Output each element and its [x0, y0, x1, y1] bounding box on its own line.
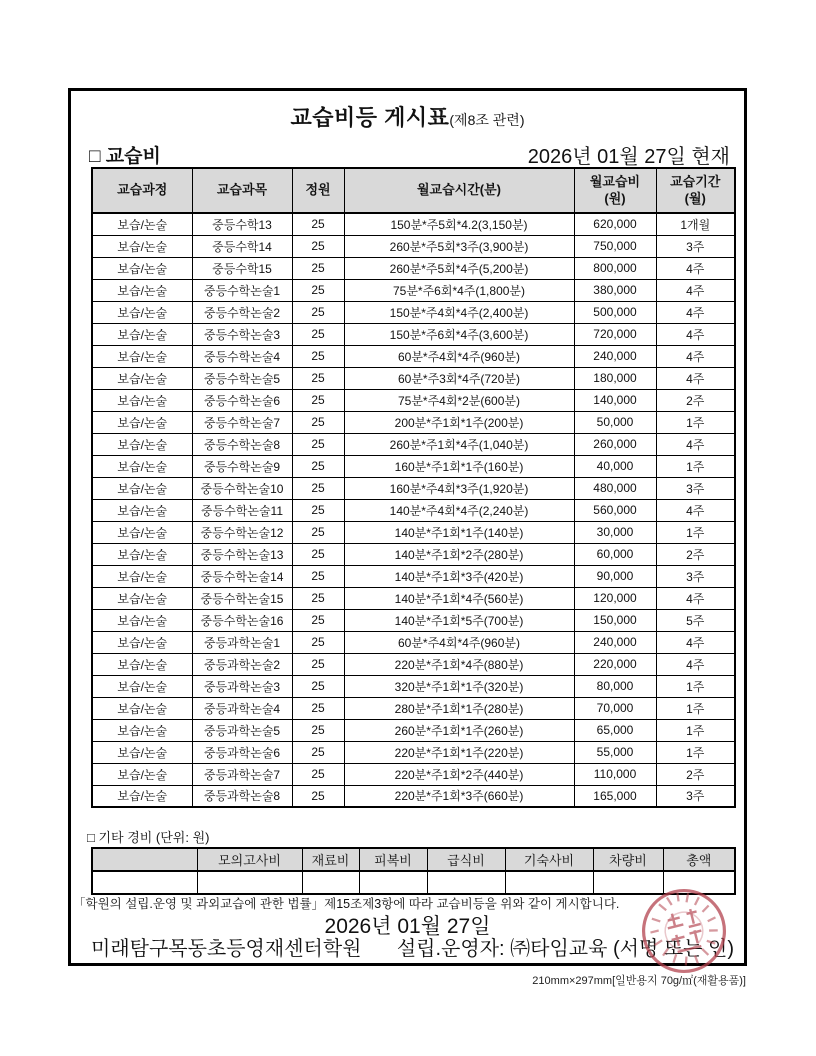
fee-cell-monthly-fee: 720,000 [574, 323, 656, 345]
fee-cell-capacity: 25 [292, 499, 344, 521]
fee-table-row [92, 235, 735, 257]
fee-cell-period: 4주 [656, 631, 735, 653]
fee-cell-monthly-fee: 500,000 [574, 301, 656, 323]
fee-cell-period: 2주 [656, 543, 735, 565]
other-expenses-header [92, 848, 735, 871]
other-expenses-col-header: 총액 [663, 848, 735, 871]
operator-name: 설립.운영자: ㈜타임교육 (서명 또는 인) [396, 938, 734, 960]
other-expenses-row [92, 871, 735, 894]
fee-cell-subject: 중등수학논술5 [192, 367, 292, 389]
page-title-suffix: (제8조 관련) [449, 112, 525, 128]
fee-table-row [92, 763, 735, 785]
fee-cell-monthly-fee: 800,000 [574, 257, 656, 279]
other-expenses-col-header: 모의고사비 [197, 848, 302, 871]
page-title [71, 101, 744, 132]
fee-table-row [92, 543, 735, 565]
fee-cell-monthly-time: 220분*주1회*4주(880분) [344, 653, 574, 675]
fee-cell-subject: 중등수학논술15 [192, 587, 292, 609]
col-header-monthly-fee: 월교습비 (원) [574, 168, 656, 213]
other-expenses-cell [359, 871, 427, 894]
fee-cell-period: 2주 [656, 389, 735, 411]
fee-cell-subject: 중등수학논술11 [192, 499, 292, 521]
col-header-capacity: 정원 [292, 168, 344, 213]
fee-cell-period: 4주 [656, 433, 735, 455]
col-header-course: 교습과정 [92, 168, 192, 213]
fee-table-row [92, 213, 735, 235]
other-expenses-cell [427, 871, 505, 894]
fee-cell-subject: 중등과학논술6 [192, 741, 292, 763]
fee-cell-subject: 중등과학논술5 [192, 719, 292, 741]
fee-cell-capacity: 25 [292, 279, 344, 301]
fee-cell-subject: 중등수학논술10 [192, 477, 292, 499]
fee-cell-period: 4주 [656, 257, 735, 279]
fee-cell-monthly-time: 220분*주1회*1주(220분) [344, 741, 574, 763]
fee-cell-period: 1주 [656, 697, 735, 719]
fee-cell-period: 5주 [656, 609, 735, 631]
fee-cell-monthly-time: 220분*주1회*3주(660분) [344, 785, 574, 807]
fee-cell-course: 보습/논술 [92, 213, 192, 235]
fee-table-row [92, 609, 735, 631]
fee-cell-period: 3주 [656, 785, 735, 807]
fee-cell-capacity: 25 [292, 587, 344, 609]
fee-cell-monthly-time: 140분*주1회*2주(280분) [344, 543, 574, 565]
fee-cell-period: 4주 [656, 499, 735, 521]
fee-cell-monthly-fee: 60,000 [574, 543, 656, 565]
fee-cell-subject: 중등수학논술16 [192, 609, 292, 631]
fee-cell-monthly-time: 150분*주6회*4주(3,600분) [344, 323, 574, 345]
fee-cell-monthly-fee: 70,000 [574, 697, 656, 719]
fee-cell-course: 보습/논술 [92, 631, 192, 653]
fee-cell-monthly-fee: 120,000 [574, 587, 656, 609]
fee-cell-course: 보습/논술 [92, 235, 192, 257]
fee-cell-subject: 중등수학논술3 [192, 323, 292, 345]
fee-cell-subject: 중등수학논술8 [192, 433, 292, 455]
fee-cell-capacity: 25 [292, 719, 344, 741]
fee-cell-monthly-time: 75분*주6회*4주(1,800분) [344, 279, 574, 301]
fee-cell-subject: 중등과학논술8 [192, 785, 292, 807]
fee-table-row [92, 521, 735, 543]
fee-table-row [92, 367, 735, 389]
other-expenses-cell [197, 871, 302, 894]
fee-cell-subject: 중등수학논술6 [192, 389, 292, 411]
fee-cell-period: 4주 [656, 587, 735, 609]
fee-table-row [92, 565, 735, 587]
fee-cell-course: 보습/논술 [92, 257, 192, 279]
fee-cell-monthly-fee: 620,000 [574, 213, 656, 235]
other-expenses-col-header: 기숙사비 [505, 848, 593, 871]
fee-cell-subject: 중등수학논술9 [192, 455, 292, 477]
fee-cell-monthly-time: 140분*주1회*5주(700분) [344, 609, 574, 631]
fee-cell-monthly-fee: 90,000 [574, 565, 656, 587]
fee-cell-monthly-fee: 240,000 [574, 631, 656, 653]
fee-cell-capacity: 25 [292, 785, 344, 807]
fee-cell-course: 보습/논술 [92, 653, 192, 675]
fee-table-row [92, 499, 735, 521]
fee-section-label: □ 교습비 [89, 146, 161, 167]
fee-cell-period: 1주 [656, 675, 735, 697]
fee-table-row [92, 477, 735, 499]
fee-cell-subject: 중등수학13 [192, 213, 292, 235]
fee-cell-course: 보습/논술 [92, 389, 192, 411]
fee-cell-monthly-time: 140분*주1회*4주(560분) [344, 587, 574, 609]
fee-cell-capacity: 25 [292, 367, 344, 389]
fee-cell-capacity: 25 [292, 323, 344, 345]
fee-cell-capacity: 25 [292, 631, 344, 653]
fee-cell-subject: 중등수학논술4 [192, 345, 292, 367]
fee-table-row [92, 345, 735, 367]
fee-cell-subject: 중등과학논술1 [192, 631, 292, 653]
fee-cell-capacity: 25 [292, 411, 344, 433]
fee-cell-course: 보습/논술 [92, 477, 192, 499]
document-frame [68, 88, 747, 966]
fee-table-row [92, 411, 735, 433]
col-header-monthly-time: 월교습시간(분) [344, 168, 574, 213]
col-header-subject: 교습과목 [192, 168, 292, 213]
fee-cell-course: 보습/논술 [92, 301, 192, 323]
fee-table-row [92, 389, 735, 411]
fee-cell-monthly-time: 260분*주5회*4주(5,200분) [344, 257, 574, 279]
fee-table-body [92, 213, 735, 807]
fee-cell-period: 4주 [656, 345, 735, 367]
fee-cell-monthly-time: 60분*주3회*4주(720분) [344, 367, 574, 389]
fee-cell-capacity: 25 [292, 477, 344, 499]
fee-cell-period: 4주 [656, 279, 735, 301]
fee-cell-capacity: 25 [292, 455, 344, 477]
other-expenses-cell [302, 871, 359, 894]
fee-cell-course: 보습/논술 [92, 433, 192, 455]
as-of-date: 2026년 01월 27일 현재 [527, 146, 730, 168]
fee-cell-monthly-time: 75분*주4회*2분(600분) [344, 389, 574, 411]
col-header-period: 교습기간 (월) [656, 168, 735, 213]
fee-cell-course: 보습/논술 [92, 697, 192, 719]
other-expenses-cell [593, 871, 663, 894]
fee-cell-subject: 중등수학14 [192, 235, 292, 257]
fee-cell-period: 3주 [656, 565, 735, 587]
other-expenses-col-header [92, 848, 197, 871]
fee-cell-subject: 중등과학논술4 [192, 697, 292, 719]
fee-cell-subject: 중등수학논술12 [192, 521, 292, 543]
fee-cell-course: 보습/논술 [92, 543, 192, 565]
fee-table-header [92, 168, 735, 213]
fee-cell-subject: 중등수학15 [192, 257, 292, 279]
fee-cell-course: 보습/논술 [92, 323, 192, 345]
fee-table-row [92, 323, 735, 345]
fee-cell-capacity: 25 [292, 521, 344, 543]
legal-statement: 「학원의 설립.운영 및 과외교습에 관한 법률」제15조제3항에 따라 교습비등을 위와 같이 게시합니다. [73, 897, 620, 911]
fee-cell-monthly-time: 160분*주1회*1주(160분) [344, 455, 574, 477]
fee-cell-monthly-fee: 240,000 [574, 345, 656, 367]
fee-cell-period: 1주 [656, 719, 735, 741]
fee-cell-capacity: 25 [292, 301, 344, 323]
fee-cell-monthly-fee: 110,000 [574, 763, 656, 785]
fee-cell-monthly-fee: 65,000 [574, 719, 656, 741]
other-expenses-col-header: 피복비 [359, 848, 427, 871]
fee-cell-capacity: 25 [292, 345, 344, 367]
fee-cell-capacity: 25 [292, 653, 344, 675]
signature-row [91, 937, 734, 961]
fee-cell-monthly-fee: 55,000 [574, 741, 656, 763]
fee-cell-monthly-fee: 380,000 [574, 279, 656, 301]
fee-cell-capacity: 25 [292, 565, 344, 587]
fee-cell-course: 보습/논술 [92, 763, 192, 785]
fee-cell-monthly-fee: 80,000 [574, 675, 656, 697]
fee-cell-capacity: 25 [292, 235, 344, 257]
fee-cell-monthly-fee: 165,000 [574, 785, 656, 807]
fee-cell-course: 보습/논술 [92, 521, 192, 543]
fee-cell-capacity: 25 [292, 433, 344, 455]
fee-cell-monthly-time: 60분*주4회*4주(960분) [344, 345, 574, 367]
fee-cell-monthly-time: 220분*주1회*2주(440분) [344, 763, 574, 785]
fee-cell-course: 보습/논술 [92, 411, 192, 433]
other-expenses-cell [663, 871, 735, 894]
fee-cell-subject: 중등수학논술1 [192, 279, 292, 301]
fee-cell-period: 1주 [656, 455, 735, 477]
fee-cell-monthly-fee: 260,000 [574, 433, 656, 455]
fee-table-row [92, 279, 735, 301]
fee-cell-monthly-time: 260분*주1회*4주(1,040분) [344, 433, 574, 455]
fee-cell-course: 보습/논술 [92, 455, 192, 477]
fee-cell-course: 보습/논술 [92, 785, 192, 807]
fee-cell-course: 보습/논술 [92, 345, 192, 367]
fee-cell-monthly-time: 260분*주5회*3주(3,900분) [344, 235, 574, 257]
fee-cell-subject: 중등수학논술2 [192, 301, 292, 323]
other-expenses-col-header: 차량비 [593, 848, 663, 871]
fee-table-row [92, 697, 735, 719]
fee-cell-period: 4주 [656, 653, 735, 675]
fee-cell-monthly-time: 320분*주1회*1주(320분) [344, 675, 574, 697]
fee-cell-period: 3주 [656, 477, 735, 499]
fee-cell-capacity: 25 [292, 609, 344, 631]
fee-table-row [92, 257, 735, 279]
other-expenses-col-header: 재료비 [302, 848, 359, 871]
other-expenses-col-header: 급식비 [427, 848, 505, 871]
fee-table-row [92, 631, 735, 653]
fee-cell-capacity: 25 [292, 543, 344, 565]
other-expenses-cell [92, 871, 197, 894]
fee-cell-course: 보습/논술 [92, 565, 192, 587]
fee-cell-subject: 중등과학논술3 [192, 675, 292, 697]
fee-cell-monthly-time: 150분*주4회*4주(2,400분) [344, 301, 574, 323]
fee-table-row [92, 675, 735, 697]
fee-cell-course: 보습/논술 [92, 609, 192, 631]
fee-cell-period: 3주 [656, 235, 735, 257]
fee-cell-monthly-time: 60분*주4회*4주(960분) [344, 631, 574, 653]
fee-cell-subject: 중등수학논술7 [192, 411, 292, 433]
other-expenses-table [91, 847, 736, 895]
fee-cell-period: 2주 [656, 763, 735, 785]
fee-cell-monthly-fee: 480,000 [574, 477, 656, 499]
fee-cell-period: 1주 [656, 521, 735, 543]
fee-cell-capacity: 25 [292, 257, 344, 279]
fee-cell-period: 1개월 [656, 213, 735, 235]
fee-cell-capacity: 25 [292, 763, 344, 785]
fee-cell-subject: 중등과학논술7 [192, 763, 292, 785]
fee-cell-course: 보습/논술 [92, 719, 192, 741]
fee-table-row [92, 653, 735, 675]
fee-table-row [92, 587, 735, 609]
fee-cell-course: 보습/논술 [92, 587, 192, 609]
fee-table-row [92, 741, 735, 763]
fee-cell-monthly-fee: 30,000 [574, 521, 656, 543]
fee-cell-monthly-time: 200분*주1회*1주(200분) [344, 411, 574, 433]
page-title-main: 교습비등 게시표 [290, 105, 450, 130]
fee-cell-period: 4주 [656, 301, 735, 323]
fee-cell-monthly-fee: 750,000 [574, 235, 656, 257]
fee-cell-monthly-fee: 220,000 [574, 653, 656, 675]
fee-cell-capacity: 25 [292, 389, 344, 411]
fee-cell-period: 1주 [656, 741, 735, 763]
fee-cell-period: 4주 [656, 323, 735, 345]
fee-cell-period: 1주 [656, 411, 735, 433]
fee-cell-capacity: 25 [292, 741, 344, 763]
fee-cell-monthly-time: 260분*주1회*1주(260분) [344, 719, 574, 741]
fee-cell-monthly-time: 140분*주1회*3주(420분) [344, 565, 574, 587]
other-expenses-body [92, 871, 735, 894]
fee-cell-capacity: 25 [292, 675, 344, 697]
fee-cell-course: 보습/논술 [92, 279, 192, 301]
fee-table-row [92, 719, 735, 741]
fee-cell-capacity: 25 [292, 213, 344, 235]
footer-date: 2026년 01월 27일 [324, 915, 491, 938]
fee-table-row [92, 433, 735, 455]
fee-cell-monthly-time: 160분*주4회*3주(1,920분) [344, 477, 574, 499]
fee-cell-monthly-fee: 40,000 [574, 455, 656, 477]
fee-cell-subject: 중등수학논술13 [192, 543, 292, 565]
fee-cell-monthly-time: 280분*주1회*1주(280분) [344, 697, 574, 719]
fee-cell-monthly-fee: 140,000 [574, 389, 656, 411]
fee-cell-period: 4주 [656, 367, 735, 389]
fee-cell-subject: 중등과학논술2 [192, 653, 292, 675]
fee-table-row [92, 455, 735, 477]
fee-cell-monthly-fee: 150,000 [574, 609, 656, 631]
other-expenses-cell [505, 871, 593, 894]
fee-cell-monthly-fee: 50,000 [574, 411, 656, 433]
paper-size-note: 210mm×297mm[일반용지 70g/㎡(재활용품)] [532, 975, 746, 987]
fee-table [91, 167, 736, 808]
fee-cell-course: 보습/논술 [92, 675, 192, 697]
academy-name: 미래탐구목동초등영재센터학원 [91, 938, 362, 960]
fee-cell-course: 보습/논술 [92, 367, 192, 389]
other-expenses-label: □ 기타 경비 (단위: 원) [87, 830, 210, 845]
fee-cell-capacity: 25 [292, 697, 344, 719]
fee-cell-subject: 중등수학논술14 [192, 565, 292, 587]
fee-cell-course: 보습/논술 [92, 499, 192, 521]
fee-cell-monthly-fee: 560,000 [574, 499, 656, 521]
fee-cell-course: 보습/논술 [92, 741, 192, 763]
fee-table-row [92, 785, 735, 807]
fee-cell-monthly-time: 150분*주5회*4.2(3,150분) [344, 213, 574, 235]
fee-table-row [92, 301, 735, 323]
fee-cell-monthly-time: 140분*주4회*4주(2,240분) [344, 499, 574, 521]
fee-cell-monthly-time: 140분*주1회*1주(140분) [344, 521, 574, 543]
fee-cell-monthly-fee: 180,000 [574, 367, 656, 389]
